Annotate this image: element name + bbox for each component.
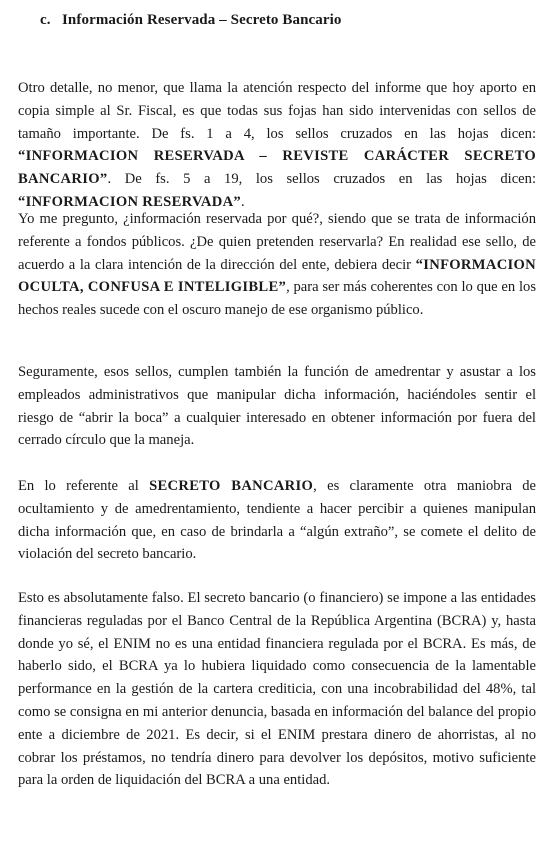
paragraph-text: .	[241, 193, 245, 210]
paragraph-sealed-pages	[18, 77, 536, 214]
paragraph-falsehood	[18, 587, 536, 792]
paragraph-text: En lo referente al	[18, 478, 150, 494]
paragraph-text: Esto es absolutamente falso. El secreto bancario (o financiero) se impone a las entidades financieras reguladas por el Banco Central de la República Argentina (BCRA) y, hasta donde yo sé, el ENIM no es una entidad financiera regulada por el BCRA. Es más, de haberlo sido, el BCRA ya lo hubiera liquidado como consecuencia de la lamentable performance en la gestión de la cartera crediticia, con una incobrabilidad del 48%, tal como se consigna en mi anterior denuncia, basada en información del balance del propio ente a diciembre de 2021. Es decir, si el ENIM prestara dinero de ahorristas, al no cobrar los préstamos, no tendría dinero para devolver los depósitos, motivo suficiente para la orden de liquidación del BCRA a una entidad.	[18, 590, 536, 789]
seal-text-reservada: “INFORMACION RESERVADA”	[18, 193, 242, 210]
paragraph-question	[18, 208, 536, 322]
emphasis-oculta-confusa: “INFORMACION OCULTA, CONFUSA E INTELIGIBLE”	[18, 256, 536, 296]
section-letter: c.	[40, 12, 51, 28]
emphasis-secreto-bancario: SECRETO BANCARIO	[149, 478, 314, 494]
section-title: Información Reservada – Secreto Bancario	[62, 12, 342, 28]
paragraph-secreto-bancario	[18, 475, 536, 566]
seal-text-secreto-bancario: “INFORMACION RESERVADA – REVISTE CARÁCTER SECRETO BANCARIO”	[18, 148, 536, 188]
paragraph-text: . De fs. 5 a 19, los sellos cruzados en las hojas dicen:	[107, 171, 536, 188]
paragraph-text: , es claramente otra maniobra de ocultamiento y de amedrentamiento, tendiente a hacer percibir a quienes manipulan dicha información que, en caso de brindarla a “algún extraño”, se comete el delito de violación del secreto bancario.	[18, 478, 536, 563]
paragraph-text: Otro detalle, no menor, que llama la atención respecto del informe que hoy aporto en copia simple al Sr. Fiscal, es que todas sus fojas han sido intervenidas con sellos de tamaño importante. De fs. 1 a 4, los sellos cruzados en las hojas dicen:	[18, 80, 536, 142]
paragraph-intimidation	[18, 361, 536, 452]
paragraph-text: Yo me pregunto, ¿información reservada por qué?, siendo que se trata de información referente a fondos públicos. ¿De quien pretenden reservarla? En realidad ese sello, de acuerdo a la clara intención de la dirección del ente, debiera decir	[18, 211, 536, 273]
paragraph-text: , para ser más coherentes con lo que en los hechos reales sucede con el oscuro manejo de ese organismo público.	[18, 279, 536, 319]
section-heading	[40, 12, 342, 29]
paragraph-text: Seguramente, esos sellos, cumplen también la función de amedrentar y asustar a los empleados administrativos que manipular dicha información, haciéndoles sentir el riesgo de “abrir la boca” a cualquier interesado en obtener información por fuera del cerrado círculo que la maneja.	[18, 364, 536, 449]
